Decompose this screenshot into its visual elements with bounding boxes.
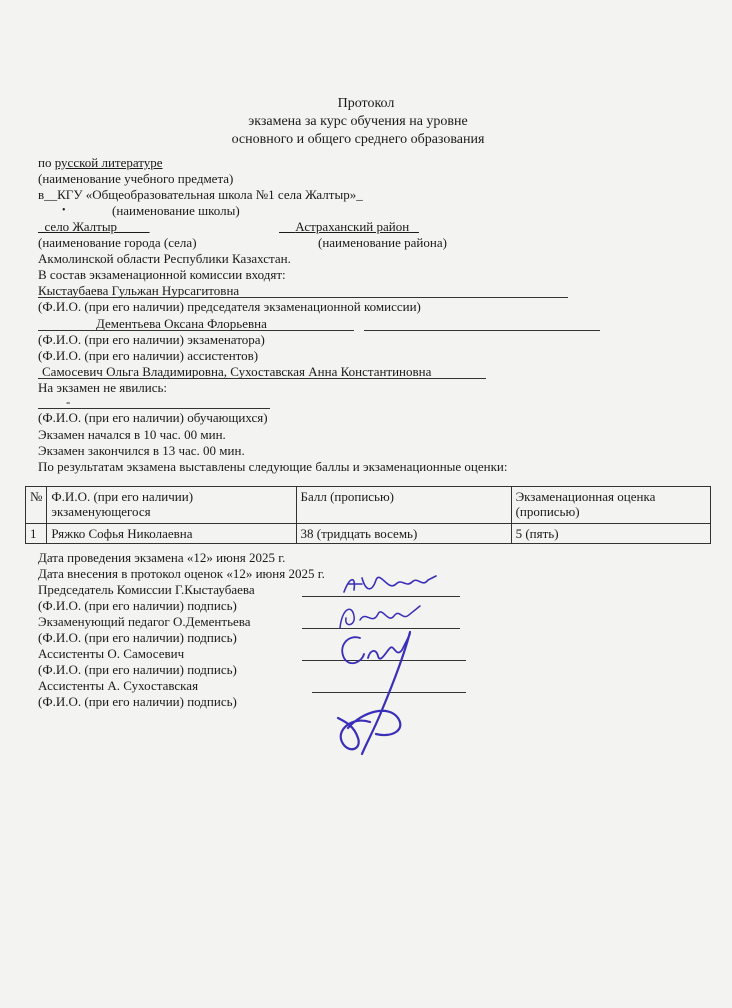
chair-underline (38, 297, 568, 298)
district-value (279, 219, 419, 234)
chair-name: Кыстаубаева Гульжан Нурсагитовна (38, 283, 240, 298)
examiner-underline (38, 330, 354, 331)
commission-intro: В состав экзаменационной комиссии входят: (38, 267, 286, 282)
assistants-names: Самосевич Ольга Владимировна, Сухоставская Анна Константиновна (42, 364, 432, 379)
city-text: село Жалтыр (44, 219, 118, 234)
document-subtitle-2: основного и общего среднего образования (231, 132, 485, 147)
city-caption: (наименование города (села) (38, 235, 197, 250)
district-caption: (наименование района) (318, 235, 447, 250)
entry-date: Дата внесения в протокол оценок «12» июня 2025 г. (38, 566, 325, 581)
assistant2-sign-caption: (Ф.И.О. (при его наличии) подпись) (38, 694, 237, 709)
assistant1-sign-line: Ассистенты О. Самосевич (38, 646, 185, 661)
examiner-name: Дементьева Оксана Флорьевна (96, 316, 267, 331)
col-header-name: Ф.И.О. (при его наличии) экзаменующегося (47, 487, 296, 524)
table-header-row (26, 487, 711, 524)
table-row (26, 524, 711, 544)
school-line: в__КГУ «Общеобразовательная школа №1 села Жалтыр»_ (38, 187, 363, 202)
row-number: 1 (26, 524, 47, 544)
chair-sign-caption: (Ф.И.О. (при его наличии) подпись) (38, 598, 237, 613)
col-header-number: № (26, 487, 47, 524)
row-grade: 5 (пять) (511, 524, 710, 544)
col-header-grade: Экзаменационная оценка (прописью) (511, 487, 710, 524)
assistants-underline (38, 378, 486, 379)
exam-end: Экзамен закончился в 13 час. 00 мин. (38, 443, 245, 458)
assistant1-sign-caption: (Ф.И.О. (при его наличии) подпись) (38, 662, 237, 677)
absent-label: На экзамен не явились: (38, 380, 168, 395)
absent-value: - (66, 394, 71, 409)
teacher-sign-caption: (Ф.И.О. (при его наличии) подпись) (38, 630, 237, 645)
exam-date: Дата проведения экзамена «12» июня 2025 г. (38, 550, 286, 565)
absent-caption: (Ф.И.О. (при его наличии) обучающихся) (38, 410, 268, 425)
subject-prefix: по (38, 155, 52, 170)
city-value (38, 219, 150, 234)
col-header-score: Балл (прописью) (296, 487, 511, 524)
district-text: Астраханский район (295, 219, 410, 234)
document-subtitle-1: экзамена за курс обучения на уровне (248, 114, 468, 129)
absent-underline (38, 408, 270, 409)
assistant2-signature (318, 626, 428, 771)
subject-caption: (наименование учебного предмета) (38, 171, 234, 186)
exam-start: Экзамен начался в 10 час. 00 мин. (38, 427, 226, 442)
chair-caption: (Ф.И.О. (при его наличии) председателя экзаменационной комиссии) (38, 299, 421, 314)
assistants-caption: (Ф.И.О. (при его наличии) ассистентов) (38, 348, 259, 363)
grades-table (25, 486, 711, 544)
subject-line (38, 155, 163, 170)
examiner-underline-2 (364, 330, 600, 331)
row-student-name: Ряжко Софья Николаевна (47, 524, 296, 544)
chair-sign-line: Председатель Комиссии Г.Кыстаубаева (38, 582, 255, 597)
subject-value: русской литературе (54, 155, 163, 170)
teacher-sign-line: Экзаменующий педагог О.Дементьева (38, 614, 251, 629)
row-score: 38 (тридцать восемь) (296, 524, 511, 544)
school-bullet: • (62, 205, 66, 216)
examiner-caption: (Ф.И.О. (при его наличии) экзаменатора) (38, 332, 265, 347)
assistant2-sign-line: Ассистенты А. Сухоставская (38, 678, 199, 693)
document-title: Протокол (337, 96, 395, 111)
region-line: Акмолинской области Республики Казахстан. (38, 251, 291, 266)
school-caption: (наименование школы) (112, 203, 240, 218)
results-intro: По результатам экзамена выставлены следующие баллы и экзаменационные оценки: (38, 459, 508, 474)
